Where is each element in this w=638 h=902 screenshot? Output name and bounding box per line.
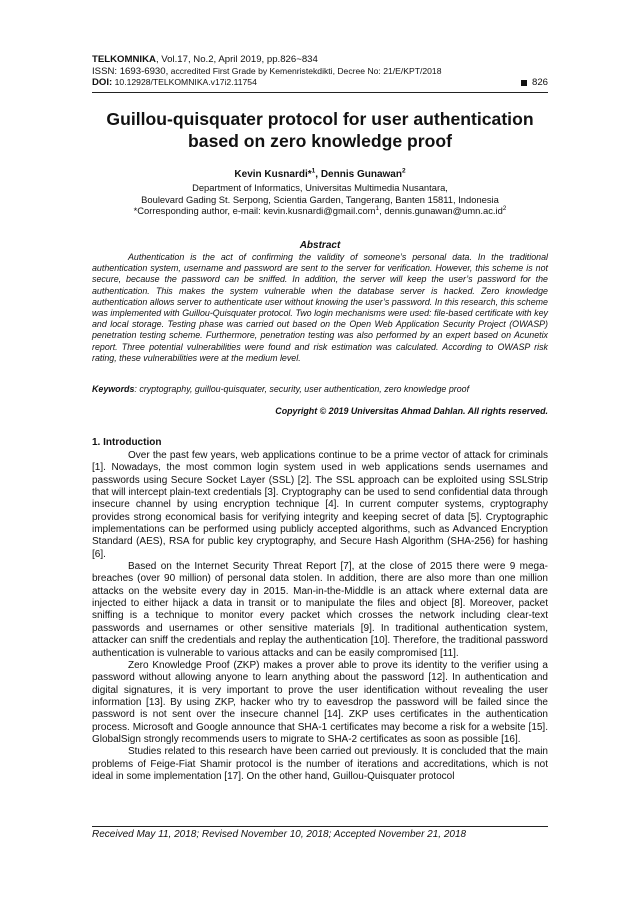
keywords-label: Keywords <box>92 384 135 394</box>
paper-title <box>92 108 548 152</box>
issn: ISSN: 1693-6930, <box>92 65 169 77</box>
author-1-sup: 1 <box>311 167 316 175</box>
journal-name: TELKOMNIKA <box>92 54 156 65</box>
author-list <box>92 169 548 180</box>
corresponding-author <box>92 205 548 217</box>
paragraph: Zero Knowledge Proof (ZKP) makes a prover able to prove its identity to the verifier using a password without allowing anyone to learn anything about the password [12]. In authentication and digital signatures, it is very important to prove the user identification without revealing the user information [13]. By using ZKP, hacker who try to eavesdrop the password will be failed since the password is not sent over the insecure channel [14]. ZKP uses certificates in the authentication process. Microsoft and Google announce that SHA-1 certificates may become a risk for a website [15]. GlobalSign strongly recommends users to migrate to SHA-2 certificates as soon as possible [16]. <box>92 659 548 745</box>
affiliation <box>92 182 548 217</box>
section-heading: 1. Introduction <box>92 437 162 448</box>
received-dates: Received May 11, 2018; Revised November 10, 2018; Accepted November 21, 2018 <box>92 829 467 840</box>
paragraph: Over the past few years, web applications continue to be a prime vector of attack for criminals [1]. Nowadays, the most common login system used in web applications sends usernames and passwords using Secure Socket Layer (SSL) [2]. The SSL approach can be exploited using SSLStrip that will intercept plain-text credentials [3]. Cryptography can be used to send confidential data through insecure channel by using encryption technique [4]. In current computer systems, cryptography provides strong economical basis for verifying integrity and keeping secret of data [5]. Cryptographic implementations can be performed using publicly accepted algorithms, such as Advanced Encryption Standard (AES), RSA for public key cryptography, and Secure Hash Algorithm (SHA-256) for hashing [6]. <box>92 450 548 560</box>
journal-line <box>92 54 548 66</box>
abstract-text: Authentication is the act of confirming the validity of someone’s personal data. In the traditional authentication system, username and password are sent to the server for verification. However, this scheme is not secure, because the password can be sniffed. In addition, the server will keep the user’s password for the authentication. This makes the system vulnerable when the database server is hacked. Zero knowledge authentication allows server to authenticate user without knowing the user’s password. In this research, this scheme was implemented with Guillou-Quisquater protocol. Two login mechanisms were used: file-based certificate with key and local storage. Testing phase was carried out based on the Open Web Application Security Project (OWASP) penetration testing scheme. Furthermore, penetration testing was also performed by an expert based on Acunetix report. Three potential vulnerabilities were found and risk estimation was calculated. According to OWASP risk rating, these vulnerabilities were at the medium level. <box>92 252 548 363</box>
issn-line <box>92 66 548 78</box>
paragraph: Based on the Internet Security Threat Report [7], at the close of 2015 there were 9 mega-breaches (over 90 million) of personal data stolen. In addition, there are also more than one million attacks on the website every day in 2015. Man-in-the-Middle is an attack where external data are injected to either hijack a data in transit or to manipulate the files and object [8]. Moreover, packet sniffing is a technique to monitor every packet which crosses the network including clear-text passwords and usernames or other sensitive materials [9]. In traditional authentication system, attacker can sniff the credentials and replay the authentication [10]. Therefore, the traditional password authentication is vulnerable to various attacks and can be easily compromised [11]. <box>92 561 548 659</box>
author-2: , Dennis Gunawan <box>315 169 402 180</box>
keywords <box>92 384 548 394</box>
doi-row <box>92 77 548 89</box>
title-line-1: Guillou-quisquater protocol for user authentication <box>106 109 534 129</box>
copyright: Copyright © 2019 Universitas Ahmad Dahlan. All rights reserved. <box>275 406 548 416</box>
paragraph: Studies related to this research have been carried out previously. It is concluded that the main problems of Feige-Fiat Shamir protocol is the number of iterations and accreditations, which is not ideal in some implementation [17]. On the other hand, Guillou-Quisquater protocol <box>92 746 548 782</box>
keywords-text: : cryptography, guillou-quisquater, security, user authentication, zero knowledge proof <box>134 384 470 394</box>
page-number-group <box>521 77 548 89</box>
department: Department of Informatics, Universitas Multimedia Nusantara, <box>192 182 448 193</box>
author-2-sup: 2 <box>401 167 406 175</box>
accreditation: accredited First Grade by Kemenristekdikti, Decree No: 21/E/KPT/2018 <box>168 65 442 76</box>
address: Boulevard Gading St. Serpong, Scientia Garden, Tangerang, Banten 15811, Indonesia <box>141 193 499 205</box>
square-bullet-icon <box>521 80 527 86</box>
author-1: Kevin Kusnardi* <box>234 169 312 180</box>
corr-sup-1: 1 <box>375 205 380 213</box>
corr-email-1: *Corresponding author, e-mail: kevin.kusnardi@gmail.com <box>133 205 376 217</box>
abstract-heading: Abstract <box>299 240 341 251</box>
journal-volume: , Vol.17, No.2, April 2019, pp.826~834 <box>155 54 318 65</box>
page-number: 826 <box>531 77 548 89</box>
running-header <box>92 54 548 89</box>
header-rule <box>92 92 548 93</box>
footer-rule <box>92 826 548 827</box>
title-line-2: based on zero knowledge proof <box>188 131 452 151</box>
corr-email-2: , dennis.gunawan@umn.ac.id <box>379 205 503 217</box>
doi-value: 10.12928/TELKOMNIKA.v17i2.11754 <box>112 77 257 88</box>
corr-sup-2: 2 <box>502 205 507 213</box>
section-body <box>92 450 548 783</box>
abstract <box>92 252 548 364</box>
doi-label: DOI: <box>92 77 113 89</box>
